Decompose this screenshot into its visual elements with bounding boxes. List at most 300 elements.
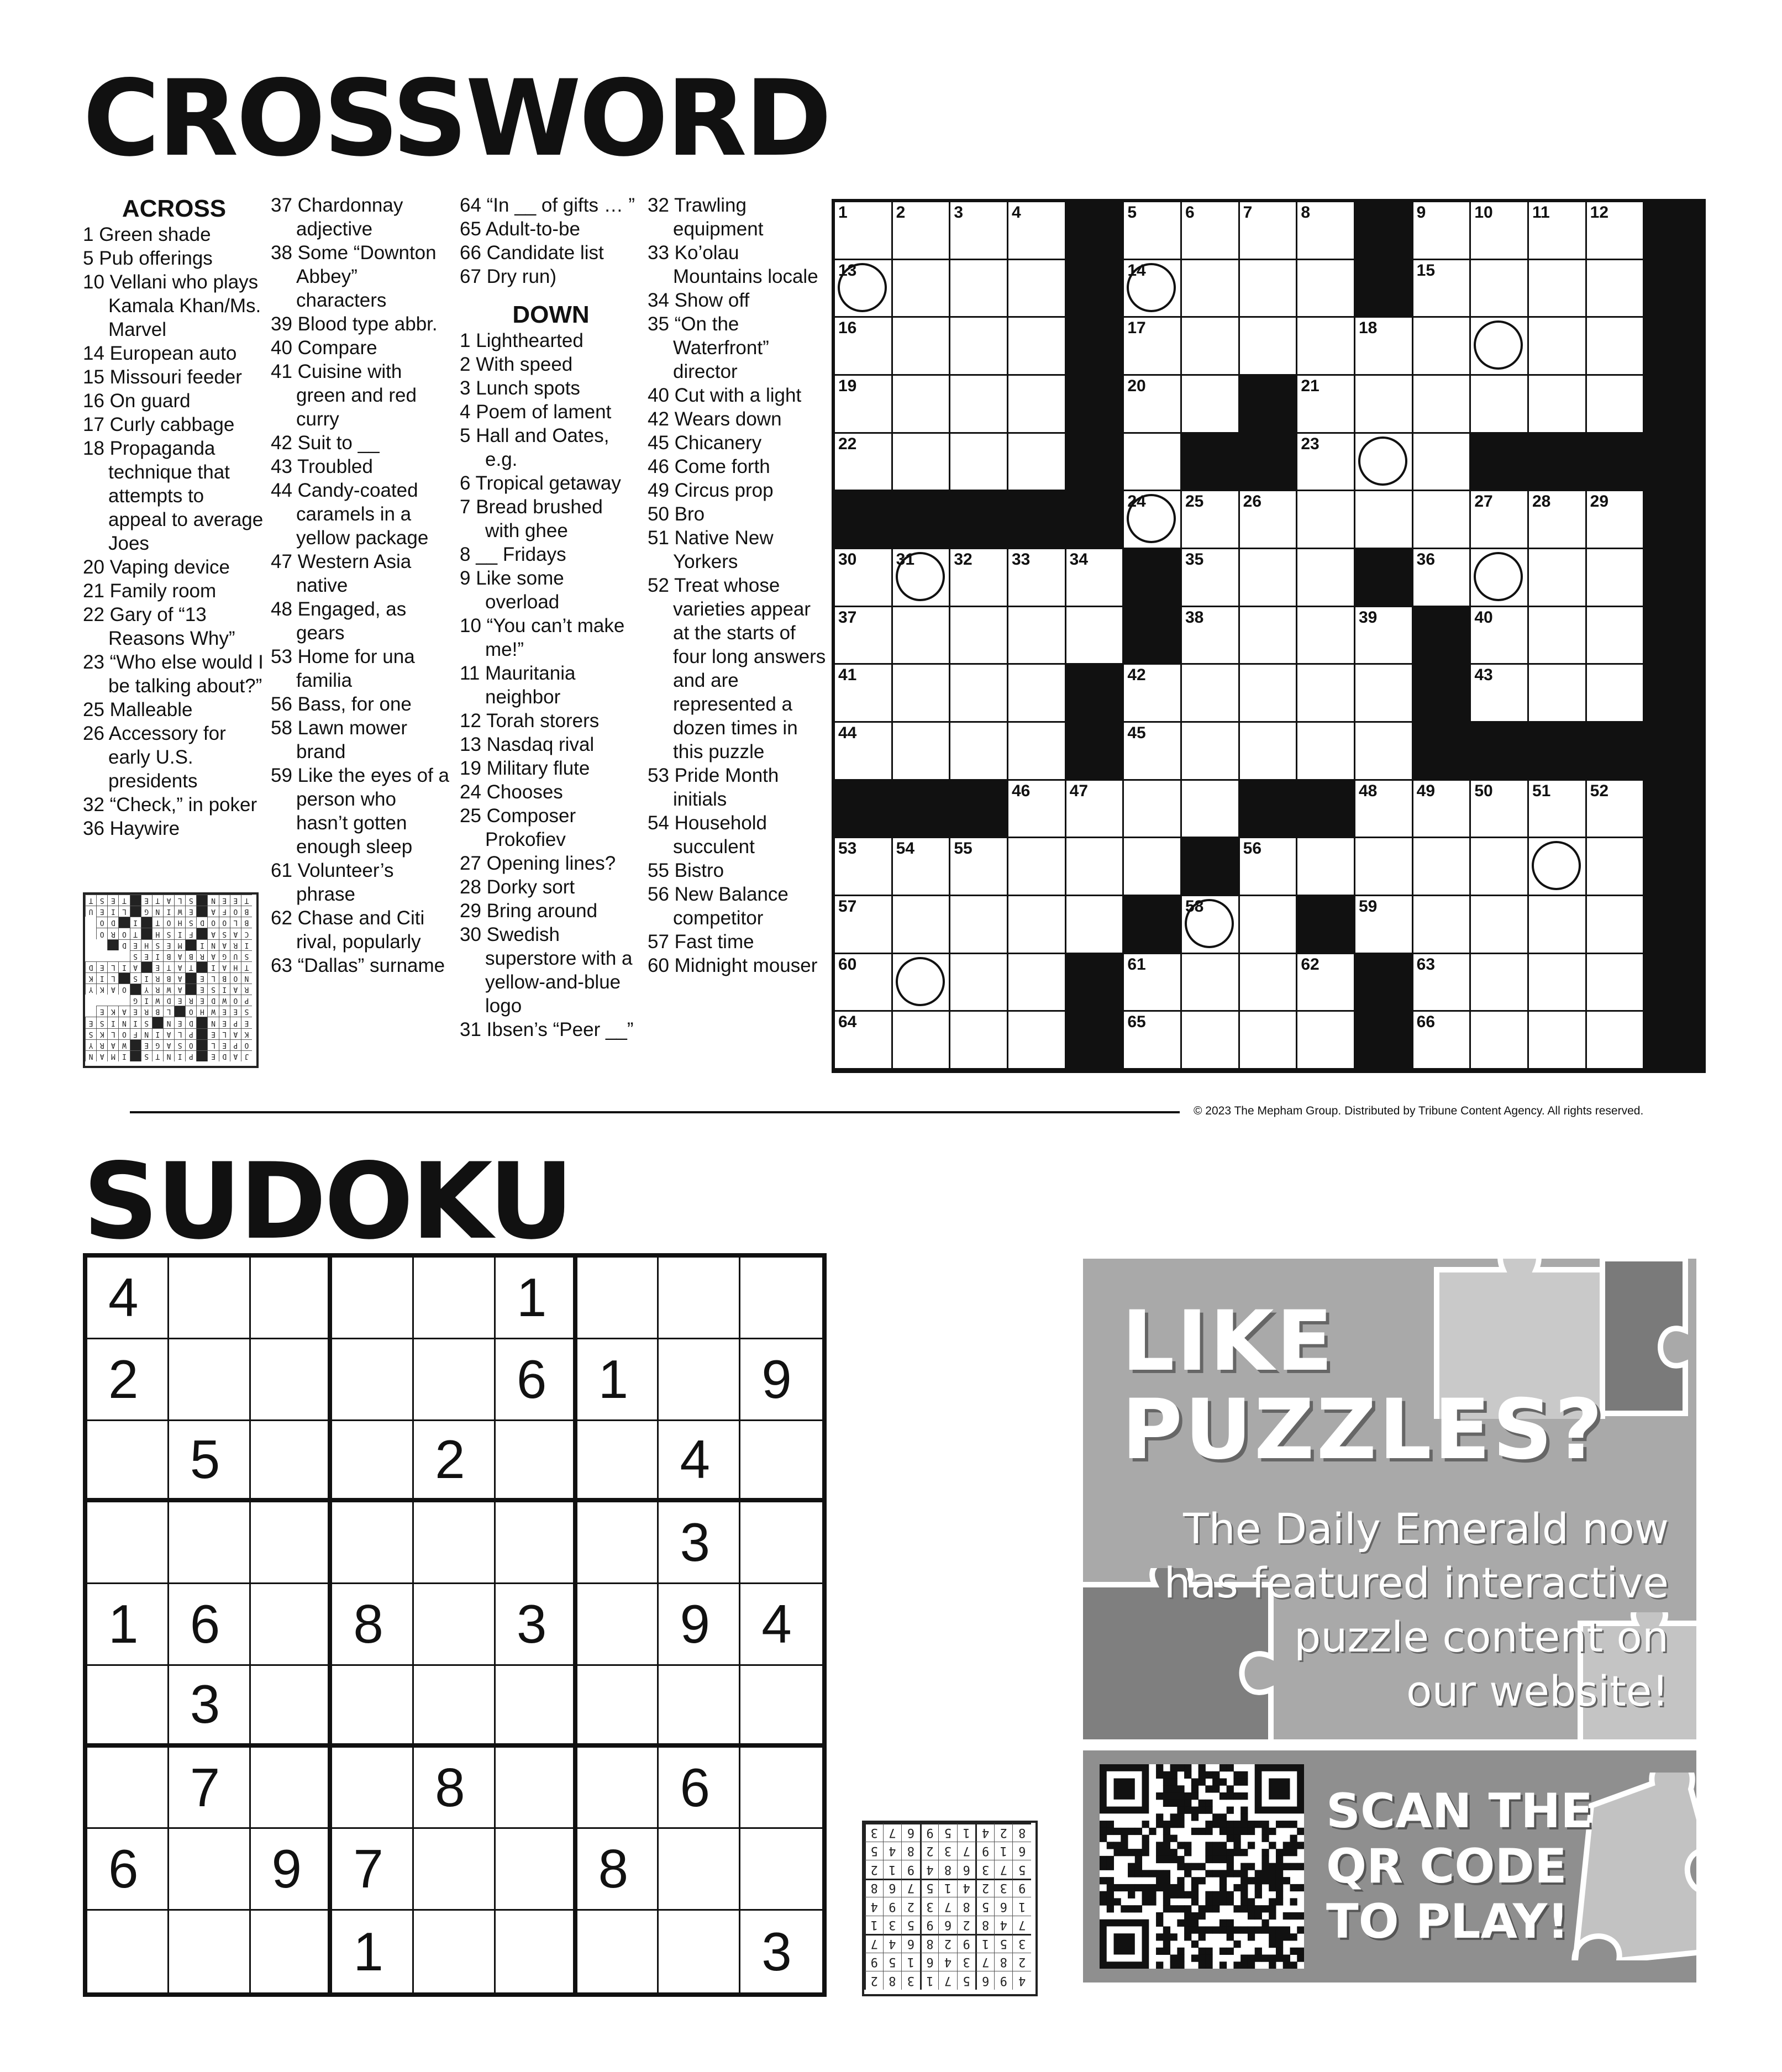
crossword-cell[interactable] [1182, 665, 1240, 723]
crossword-cell[interactable] [1008, 318, 1066, 376]
crossword-cell[interactable] [950, 607, 1008, 665]
solution-cell: 4 [920, 1860, 939, 1879]
sudoku-cell[interactable] [87, 1666, 169, 1748]
sudoku-cell[interactable] [577, 1666, 659, 1748]
sudoku-cell[interactable] [414, 1584, 496, 1666]
crossword-cell[interactable] [1297, 665, 1355, 723]
crossword-cell[interactable] [1587, 896, 1645, 954]
sudoku-cell[interactable] [577, 1258, 659, 1339]
qr-code-icon[interactable] [1100, 1764, 1304, 1969]
solution-cell: S [174, 1039, 185, 1050]
crossword-cell[interactable] [1124, 838, 1182, 896]
sudoku-cell[interactable] [496, 1748, 577, 1829]
solution-cell: T [152, 917, 163, 928]
crossword-cell[interactable] [835, 723, 893, 781]
crossword-block [1355, 1012, 1413, 1070]
sudoku-cell[interactable]: 4 [87, 1258, 169, 1339]
crossword-cell[interactable] [1240, 260, 1298, 318]
crossword-cell[interactable] [835, 202, 893, 260]
sudoku-cell[interactable]: 7 [332, 1829, 414, 1911]
solution-cell: S [96, 1017, 107, 1028]
crossword-cell[interactable] [1066, 607, 1124, 665]
crossword-cell[interactable] [1355, 491, 1413, 549]
sudoku-cell[interactable] [659, 1666, 740, 1748]
crossword-cell[interactable] [1413, 376, 1471, 434]
solution-cell: E [219, 1006, 230, 1017]
crossword-cell[interactable] [1240, 838, 1298, 896]
crossword-cell[interactable] [1182, 202, 1240, 260]
crossword-cell[interactable] [1529, 607, 1587, 665]
crossword-cell[interactable] [1587, 491, 1645, 549]
crossword-cell[interactable] [1413, 260, 1471, 318]
crossword-cell[interactable] [893, 260, 951, 318]
crossword-cell[interactable] [1008, 781, 1066, 839]
sudoku-cell[interactable] [251, 1421, 333, 1503]
crossword-cell[interactable] [835, 607, 893, 665]
crossword-cell[interactable] [1240, 665, 1298, 723]
solution-cell: 9 [901, 1860, 920, 1879]
sudoku-cell[interactable]: 4 [740, 1584, 822, 1666]
solution-cell: E [85, 1017, 96, 1028]
sudoku-cell[interactable] [332, 1258, 414, 1339]
sudoku-cell[interactable]: 3 [169, 1666, 251, 1748]
crossword-cell[interactable] [835, 1012, 893, 1070]
crossword-cell[interactable] [1471, 376, 1529, 434]
sudoku-cell[interactable]: 9 [251, 1829, 333, 1911]
sudoku-cell[interactable] [332, 1421, 414, 1503]
crossword-cell[interactable] [1413, 318, 1471, 376]
crossword-cell[interactable] [1355, 434, 1413, 492]
sudoku-cell[interactable] [251, 1748, 333, 1829]
sudoku-cell[interactable] [740, 1666, 822, 1748]
crossword-cell[interactable] [1240, 1012, 1298, 1070]
crossword-cell[interactable] [1008, 665, 1066, 723]
crossword-cell[interactable] [1182, 549, 1240, 607]
crossword-cell[interactable] [1587, 607, 1645, 665]
crossword-cell[interactable] [1240, 607, 1298, 665]
solution-cell: I [130, 1017, 141, 1028]
sudoku-cell[interactable] [740, 1421, 822, 1503]
sudoku-cell[interactable] [496, 1829, 577, 1911]
crossword-cell[interactable] [893, 954, 951, 1012]
crossword-cell[interactable] [950, 260, 1008, 318]
crossword-cell[interactable] [1413, 434, 1471, 492]
crossword-cell[interactable] [1587, 260, 1645, 318]
crossword-cell[interactable] [1066, 549, 1124, 607]
crossword-cell[interactable] [1066, 896, 1124, 954]
crossword-block [1297, 896, 1355, 954]
sudoku-cell[interactable] [577, 1584, 659, 1666]
crossword-cell[interactable] [835, 318, 893, 376]
crossword-cell[interactable] [893, 318, 951, 376]
crossword-cell[interactable] [1124, 434, 1182, 492]
sudoku-cell[interactable] [87, 1748, 169, 1829]
solution-cell: E [141, 950, 152, 961]
crossword-cell[interactable] [1297, 607, 1355, 665]
solution-cell: 3 [901, 1971, 920, 1990]
crossword-cell[interactable] [1471, 607, 1529, 665]
sudoku-cell[interactable] [659, 1911, 740, 1992]
crossword-cell[interactable] [1355, 723, 1413, 781]
sudoku-cell[interactable] [659, 1339, 740, 1421]
crossword-cell[interactable] [1529, 954, 1587, 1012]
solution-cell: 5 [883, 1953, 902, 1971]
crossword-cell[interactable] [1413, 1012, 1471, 1070]
sudoku-cell[interactable]: 9 [659, 1584, 740, 1666]
sudoku-solution-thumbnail [862, 1821, 1038, 1996]
sudoku-cell[interactable] [740, 1829, 822, 1911]
crossword-cell[interactable] [1240, 954, 1298, 1012]
sudoku-cell[interactable] [332, 1502, 414, 1584]
crossword-cell[interactable] [950, 549, 1008, 607]
sudoku-cell[interactable]: 4 [659, 1421, 740, 1503]
sudoku-cell[interactable] [332, 1748, 414, 1829]
sudoku-cell[interactable]: 6 [87, 1829, 169, 1911]
sudoku-cell[interactable] [414, 1911, 496, 1992]
crossword-cell[interactable] [1355, 665, 1413, 723]
crossword-block [1644, 723, 1702, 781]
solution-cell: E [196, 995, 207, 1006]
crossword-cell[interactable] [1182, 607, 1240, 665]
crossword-cell[interactable] [893, 607, 951, 665]
sudoku-cell[interactable]: 8 [332, 1584, 414, 1666]
sudoku-cell[interactable]: 7 [169, 1748, 251, 1829]
sudoku-cell[interactable] [251, 1339, 333, 1421]
crossword-cell[interactable] [1297, 954, 1355, 1012]
sudoku-cell[interactable]: 2 [414, 1421, 496, 1503]
crossword-cell[interactable] [1529, 781, 1587, 839]
sudoku-cell[interactable] [87, 1911, 169, 1992]
crossword-cell[interactable] [1297, 723, 1355, 781]
crossword-cell[interactable] [1413, 896, 1471, 954]
crossword-cell[interactable] [893, 434, 951, 492]
crossword-cell[interactable] [1182, 1012, 1240, 1070]
crossword-cell[interactable] [1529, 202, 1587, 260]
crossword-cell[interactable] [1529, 318, 1587, 376]
solution-cell: 4 [883, 1934, 902, 1953]
crossword-cell[interactable] [1124, 1012, 1182, 1070]
crossword-block [950, 781, 1008, 839]
crossword-cell[interactable] [835, 954, 893, 1012]
crossword-cell[interactable] [1008, 607, 1066, 665]
clue-number: 43 [1474, 666, 1493, 685]
sudoku-cell[interactable] [169, 1258, 251, 1339]
sudoku-cell[interactable] [414, 1666, 496, 1748]
sudoku-cell[interactable] [740, 1748, 822, 1829]
crossword-cell[interactable] [950, 723, 1008, 781]
crossword-cell[interactable] [1587, 549, 1645, 607]
crossword-cell[interactable] [1471, 838, 1529, 896]
crossword-cell[interactable] [950, 896, 1008, 954]
crossword-cell[interactable] [1124, 781, 1182, 839]
crossword-cell[interactable] [1529, 376, 1587, 434]
crossword-cell[interactable] [835, 665, 893, 723]
solution-cell: 5 [864, 1842, 883, 1860]
crossword-cell[interactable] [1471, 202, 1529, 260]
crossword-cell[interactable] [1587, 318, 1645, 376]
crossword-cell[interactable] [1182, 896, 1240, 954]
crossword-cell[interactable] [1471, 1012, 1529, 1070]
circle-marker [896, 552, 945, 601]
solution-cell: G [141, 906, 152, 917]
crossword-cell[interactable] [1240, 318, 1298, 376]
sudoku-cell[interactable]: 5 [169, 1421, 251, 1503]
sudoku-cell[interactable] [169, 1911, 251, 1992]
sudoku-cell[interactable]: 3 [659, 1502, 740, 1584]
sudoku-cell[interactable] [414, 1339, 496, 1421]
crossword-cell[interactable] [893, 896, 951, 954]
crossword-cell[interactable] [1297, 1012, 1355, 1070]
crossword-cell[interactable] [950, 318, 1008, 376]
sudoku-cell[interactable] [251, 1584, 333, 1666]
crossword-cell[interactable] [950, 665, 1008, 723]
crossword-cell[interactable] [1297, 549, 1355, 607]
crossword-cell[interactable] [1008, 838, 1066, 896]
crossword-cell[interactable] [950, 202, 1008, 260]
crossword-cell[interactable] [1413, 954, 1471, 1012]
crossword-cell[interactable] [1413, 838, 1471, 896]
sudoku-cell[interactable] [251, 1911, 333, 1992]
sudoku-cell[interactable] [496, 1502, 577, 1584]
crossword-cell[interactable] [1471, 318, 1529, 376]
crossword-cell[interactable] [1587, 838, 1645, 896]
crossword-block [1644, 954, 1702, 1012]
sudoku-cell[interactable] [659, 1258, 740, 1339]
solution-cell: I [130, 917, 141, 928]
crossword-cell[interactable] [950, 838, 1008, 896]
solution-cell: S [163, 928, 174, 939]
solution-cell: 6 [920, 1953, 939, 1971]
crossword-cell[interactable] [1587, 1012, 1645, 1070]
crossword-cell[interactable] [1182, 491, 1240, 549]
sudoku-cell[interactable] [414, 1829, 496, 1911]
crossword-cell[interactable] [1182, 260, 1240, 318]
crossword-cell[interactable] [835, 896, 893, 954]
crossword-cell[interactable] [893, 1012, 951, 1070]
clue: 53 Pride Month initials [648, 765, 779, 810]
crossword-cell[interactable] [1413, 202, 1471, 260]
sudoku-cell[interactable] [251, 1666, 333, 1748]
crossword-cell[interactable] [950, 1012, 1008, 1070]
solution-cell: L [107, 1028, 118, 1039]
crossword-cell[interactable] [1297, 376, 1355, 434]
crossword-cell[interactable] [1297, 202, 1355, 260]
crossword-cell[interactable] [1529, 665, 1587, 723]
sudoku-cell[interactable] [740, 1502, 822, 1584]
sudoku-cell[interactable]: 1 [577, 1339, 659, 1421]
sudoku-cell[interactable] [496, 1666, 577, 1748]
crossword-cell[interactable] [1297, 491, 1355, 549]
solution-cell: 3 [957, 1953, 976, 1971]
crossword-cell[interactable] [893, 549, 951, 607]
crossword-cell[interactable] [1413, 781, 1471, 839]
sudoku-cell[interactable] [251, 1502, 333, 1584]
sudoku-cell[interactable] [496, 1421, 577, 1503]
crossword-cell[interactable] [1529, 260, 1587, 318]
sudoku-cell[interactable] [577, 1421, 659, 1503]
crossword-cell[interactable] [1297, 838, 1355, 896]
sudoku-cell[interactable]: 8 [414, 1748, 496, 1829]
sudoku-cell[interactable] [169, 1829, 251, 1911]
clue: 56 Bass, for one [271, 693, 412, 715]
crossword-cell[interactable] [1240, 723, 1298, 781]
crossword-cell[interactable] [950, 376, 1008, 434]
crossword-cell[interactable] [1124, 723, 1182, 781]
clue-number: 26 [1243, 492, 1262, 511]
crossword-cell[interactable] [1124, 376, 1182, 434]
crossword-cell[interactable] [1008, 1012, 1066, 1070]
crossword-cell[interactable] [1471, 260, 1529, 318]
sudoku-cell[interactable] [414, 1258, 496, 1339]
crossword-cell[interactable] [1240, 896, 1298, 954]
crossword-cell[interactable] [1124, 318, 1182, 376]
sudoku-cell[interactable]: 2 [87, 1339, 169, 1421]
crossword-cell[interactable] [950, 434, 1008, 492]
crossword-cell[interactable] [1587, 781, 1645, 839]
crossword-cell[interactable] [1529, 838, 1587, 896]
clue-number: 14 [1127, 261, 1146, 280]
solution-cell: A [219, 939, 230, 950]
sudoku-cell[interactable]: 9 [740, 1339, 822, 1421]
crossword-cell[interactable] [835, 838, 893, 896]
solution-cell: B [241, 917, 252, 928]
sudoku-cell[interactable]: 6 [496, 1339, 577, 1421]
crossword-cell[interactable] [1240, 202, 1298, 260]
sudoku-cell[interactable] [332, 1339, 414, 1421]
clue: 1 Green shade [83, 224, 211, 245]
crossword-cell[interactable] [893, 665, 951, 723]
solution-cell: C [241, 928, 252, 939]
clue: 38 Some “Downton Abbey” characters [271, 242, 437, 311]
crossword-cell[interactable] [893, 838, 951, 896]
solution-cell: 7 [975, 1953, 994, 1971]
crossword-cell[interactable] [1124, 491, 1182, 549]
crossword-cell[interactable] [835, 260, 893, 318]
crossword-cell[interactable] [1471, 954, 1529, 1012]
crossword-cell[interactable] [1008, 954, 1066, 1012]
crossword-cell[interactable] [1587, 376, 1645, 434]
crossword-cell[interactable] [1008, 896, 1066, 954]
crossword-cell[interactable] [1182, 954, 1240, 1012]
crossword-cell[interactable] [1008, 376, 1066, 434]
crossword-cell[interactable] [1471, 665, 1529, 723]
crossword-cell[interactable] [1182, 723, 1240, 781]
crossword-cell[interactable] [1182, 781, 1240, 839]
sudoku-cell[interactable]: 3 [761, 1921, 792, 1982]
sudoku-cell[interactable] [496, 1911, 577, 1992]
crossword-cell[interactable] [1529, 896, 1587, 954]
crossword-cell[interactable] [1471, 491, 1529, 549]
solution-cell: 5 [901, 1916, 920, 1934]
sudoku-cell[interactable]: 6 [659, 1748, 740, 1829]
sudoku-cell[interactable] [577, 1502, 659, 1584]
crossword-cell[interactable] [1297, 318, 1355, 376]
crossword-cell[interactable] [893, 376, 951, 434]
sudoku-cell[interactable] [87, 1421, 169, 1503]
crossword-cell[interactable] [1355, 838, 1413, 896]
crossword-cell[interactable] [1355, 896, 1413, 954]
crossword-cell[interactable] [1529, 549, 1587, 607]
crossword-cell[interactable] [1124, 954, 1182, 1012]
crossword-cell[interactable] [1297, 260, 1355, 318]
crossword-cell[interactable] [1297, 434, 1355, 492]
crossword-cell[interactable] [1008, 202, 1066, 260]
clue-number: 16 [838, 319, 857, 338]
crossword-block [1066, 260, 1124, 318]
sudoku-cell[interactable]: 1 [496, 1258, 577, 1339]
crossword-cell[interactable] [835, 549, 893, 607]
crossword-cell[interactable] [1413, 491, 1471, 549]
sudoku-cell[interactable]: 1 [87, 1584, 169, 1666]
crossword-cell[interactable] [1124, 665, 1182, 723]
crossword-cell[interactable] [1008, 723, 1066, 781]
sudoku-cell[interactable] [577, 1748, 659, 1829]
crossword-cell[interactable] [1066, 838, 1124, 896]
crossword-cell[interactable] [1587, 665, 1645, 723]
clue-number: 64 [838, 1013, 857, 1032]
solution-cell: 9 [1012, 1879, 1031, 1897]
crossword-cell[interactable] [1124, 202, 1182, 260]
crossword-cell[interactable] [1529, 1012, 1587, 1070]
sudoku-cell[interactable] [332, 1666, 414, 1748]
crossword-cell[interactable] [1124, 260, 1182, 318]
sudoku-cell[interactable] [414, 1502, 496, 1584]
crossword-cell[interactable] [1471, 896, 1529, 954]
crossword-cell[interactable] [1587, 202, 1645, 260]
crossword-cell[interactable] [1182, 318, 1240, 376]
sudoku-cell[interactable] [740, 1258, 822, 1339]
crossword-cell[interactable] [1471, 549, 1529, 607]
clue: 8 __ Fridays [460, 544, 566, 565]
crossword-cell[interactable] [1529, 491, 1587, 549]
sudoku-cell[interactable]: 1 [332, 1911, 414, 1992]
solution-cell: I [152, 950, 163, 961]
crossword-cell[interactable] [1182, 376, 1240, 434]
crossword-cell[interactable] [1587, 954, 1645, 1012]
sudoku-cell[interactable]: 6 [169, 1584, 251, 1666]
sudoku-cell[interactable]: 8 [577, 1829, 659, 1911]
crossword-cell[interactable] [1008, 260, 1066, 318]
sudoku-cell[interactable] [577, 1911, 659, 1992]
crossword-cell[interactable] [893, 723, 951, 781]
sudoku-title: SUDOKU [83, 1140, 572, 1263]
sudoku-cell[interactable] [251, 1258, 333, 1339]
crossword-cell[interactable] [1240, 549, 1298, 607]
crossword-cell[interactable] [1355, 376, 1413, 434]
crossword-cell[interactable] [1413, 549, 1471, 607]
crossword-cell[interactable] [1240, 491, 1298, 549]
sudoku-cell[interactable]: 3 [496, 1584, 577, 1666]
crossword-cell[interactable] [1066, 781, 1124, 839]
crossword-cell[interactable] [950, 954, 1008, 1012]
sudoku-cell[interactable] [659, 1829, 740, 1911]
crossword-cell[interactable] [1008, 434, 1066, 492]
solution-cell: E [207, 1050, 218, 1061]
crossword-cell[interactable] [835, 434, 893, 492]
crossword-cell[interactable] [1355, 781, 1413, 839]
crossword-cell[interactable] [1355, 318, 1413, 376]
crossword-cell[interactable] [835, 376, 893, 434]
crossword-cell[interactable] [893, 202, 951, 260]
clue: 24 Chooses [460, 781, 563, 803]
sudoku-cell[interactable] [169, 1502, 251, 1584]
sudoku-cell[interactable] [169, 1339, 251, 1421]
sudoku-cell[interactable] [87, 1502, 169, 1584]
crossword-cell[interactable] [1355, 607, 1413, 665]
crossword-cell[interactable] [1471, 781, 1529, 839]
crossword-cell[interactable] [1008, 549, 1066, 607]
clue-number: 44 [838, 724, 857, 742]
